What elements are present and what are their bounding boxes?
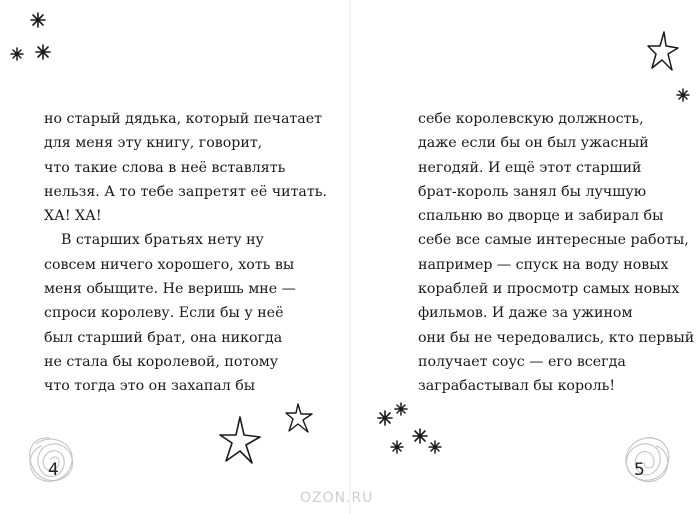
text-line: но старый дядька, который печатает bbox=[44, 111, 322, 127]
text-line: что тогда это он захапал бы bbox=[44, 378, 256, 395]
text-line: был старший брат, она никогда bbox=[44, 329, 283, 346]
sparkle-icon bbox=[676, 88, 690, 102]
star-icon bbox=[646, 30, 680, 72]
text-line: брат-король занял бы лучшую bbox=[418, 183, 647, 200]
watermark: OZON.RU bbox=[300, 490, 374, 506]
text-line: себе все самые интересные работы, bbox=[418, 232, 689, 249]
text-line: фильмов. И даже за ужином bbox=[418, 305, 633, 322]
text-line: например — спуск на воду новых bbox=[418, 256, 669, 273]
text-line: спальню во дворце и забирал бы bbox=[418, 208, 664, 225]
text-line: кораблей и просмотр самых новых bbox=[418, 281, 680, 298]
sparkle-icon bbox=[10, 47, 24, 61]
text-line: негодяй. И ещё этот старший bbox=[418, 159, 642, 176]
sparkle-icon bbox=[377, 410, 393, 426]
left-page-text bbox=[44, 107, 327, 399]
text-line: для меня эту книгу, говорит, bbox=[44, 135, 263, 152]
text-line: не стала бы королевой, потому bbox=[44, 353, 279, 370]
sparkle-icon bbox=[30, 12, 46, 28]
text-line: ХА! ХА! bbox=[44, 208, 102, 225]
text-line: совсем ничего хорошего, хоть вы bbox=[44, 256, 295, 273]
scribble-icon bbox=[620, 430, 678, 490]
text-line: что такие слова в неё вставлять bbox=[44, 159, 286, 176]
star-icon bbox=[284, 402, 314, 434]
text-line: меня обыщите. Не веришь мне — bbox=[44, 281, 296, 298]
sparkle-icon bbox=[428, 440, 442, 454]
text-line: даже если бы он был ужасный bbox=[418, 135, 649, 152]
right-page-text bbox=[418, 107, 694, 399]
sparkle-icon bbox=[35, 44, 51, 60]
page-number: 5 bbox=[634, 460, 645, 480]
star-icon bbox=[218, 415, 262, 465]
text-line: получает соус — его всегда bbox=[418, 353, 626, 370]
text-line: В старших братьях нету ну bbox=[61, 232, 264, 249]
text-line: нельзя. А то тебе запретят её читать. bbox=[44, 183, 327, 200]
text-line: они бы не чередовались, кто первый bbox=[418, 329, 695, 346]
text-line: себе королевскую должность, bbox=[418, 111, 644, 127]
sparkle-icon bbox=[390, 440, 404, 454]
page-number: 4 bbox=[48, 460, 59, 480]
sparkle-icon bbox=[394, 402, 408, 416]
sparkle-icon bbox=[412, 428, 428, 444]
right-page bbox=[350, 0, 700, 514]
text-line: спроси королеву. Если бы у неё bbox=[44, 305, 284, 322]
text-line: заграбастывал бы король! bbox=[418, 378, 616, 395]
